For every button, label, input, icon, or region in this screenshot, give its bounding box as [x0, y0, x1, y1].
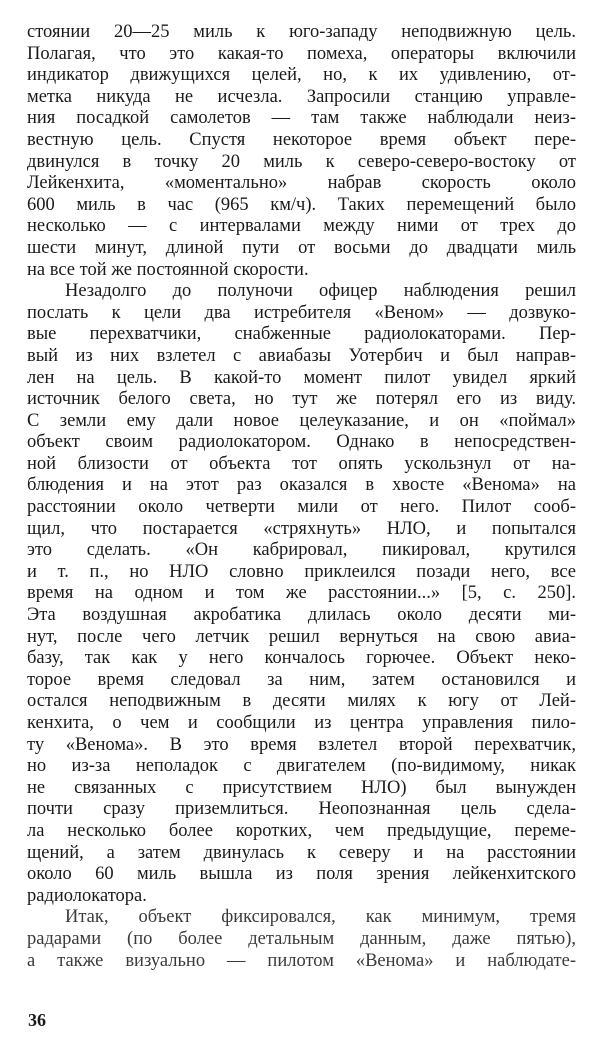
text-line: не связанных с присутствием НЛО) был вынужден: [27, 777, 576, 798]
text-line: вый из них взлетел с авиабазы Уотербич и был направ-: [27, 345, 576, 366]
text-line: вестную цель. Спустя некоторое время объект пере-: [27, 129, 576, 150]
text-line: и т. п., но НЛО словно приклеился позади него, все: [27, 561, 576, 582]
text-line: кенхита, о чем и сообщили из центра управления пило-: [27, 713, 576, 733]
text-line: ния посадкой самолетов — там также наблюдали неиз-: [27, 108, 576, 129]
text-line: около 60 миль вышла из поля зрения лейкенхитского: [27, 864, 576, 885]
paragraph: [27, 281, 576, 907]
text-line: радиолокатора.: [27, 885, 147, 906]
text-line: Незадолго до полуночи офицер наблюдения решил: [65, 281, 576, 302]
text-line: метка никуда не исчезла. Запросили станцию управле-: [27, 86, 576, 107]
text-line: расстоянии около четверти мили от него. Пилот сооб-: [27, 497, 576, 518]
text-line: но из-за неполадок с двигателем (по-видимому, никак: [27, 756, 576, 777]
text-line: двинулся в точку 20 миль к северо-северо-востоку от: [27, 151, 576, 172]
text-line: нут, после чего летчик решил вернуться на свою авиа-: [27, 626, 576, 647]
text-line: шести минут, длиной пути от восьми до двадцати миль: [27, 237, 576, 258]
text-line: вые перехватчики, снабженные радиолокаторами. Пер-: [27, 324, 576, 345]
text-line: а также визуально — пилотом «Венома» и наблюдате-: [27, 950, 576, 971]
text-line: радарами (по более детальным данным, даже пятью),: [27, 928, 576, 949]
text-line: ла несколько более коротких, чем предыдущие, переме-: [27, 820, 576, 841]
text-line: объект своим радиолокатором. Однако в непосредствен-: [27, 432, 576, 453]
text-line: послать к цели два истребителя «Веном» — дозвуко-: [27, 302, 576, 323]
text-line: стоянии 20—25 миль к юго-западу неподвижную цель.: [27, 22, 576, 42]
page-body: [27, 22, 576, 972]
text-line: это сделать. «Он кабрировал, пикировал, крутился: [27, 540, 576, 561]
text-line: почти сразу приземлиться. Неопознанная цель сдела-: [27, 799, 576, 820]
text-line: индикатор движущихся целей, но, к их удивлению, от-: [27, 65, 576, 86]
paragraph: [27, 907, 576, 972]
text-line: время на одном и том же расстоянии...» [5, с. 250].: [27, 583, 576, 604]
text-line: ту «Венома». В это время взлетел второй перехватчик,: [27, 734, 576, 755]
text-line: 600 миль в час (965 км/ч). Таких перемещений было: [27, 194, 576, 215]
text-line: на все той же постоянной скорости.: [27, 259, 309, 280]
text-line: ной близости от объекта тот опять ускользнул от на-: [27, 453, 576, 474]
text-line: Полагая, что это какая-то помеха, операторы включили: [27, 43, 576, 64]
paragraph: [27, 22, 576, 281]
text-line: остался неподвижным в десяти милях к югу от Лей-: [27, 691, 576, 712]
text-line: Лейкенхита, «моментально» набрав скорость около: [27, 173, 576, 194]
text-line: базу, так как у него кончалось горючее. Объект неко-: [27, 648, 576, 669]
text-line: источник белого света, но тут же потерял его из виду.: [27, 389, 576, 410]
text-line: лен на цель. В какой-то момент пилот увидел яркий: [27, 367, 576, 388]
text-line: Эта воздушная акробатика длилась около десяти ми-: [27, 605, 576, 626]
text-line: блюдения и на этот раз оказался в хвосте «Венома» на: [27, 475, 576, 496]
text-line: торое время следовал за ним, затем остановился и: [27, 669, 576, 690]
text-line: С земли ему дали новое целеуказание, и он «поймал»: [27, 410, 576, 431]
text-line: щений, а затем двинулась к северу и на расстоянии: [27, 842, 576, 863]
text-line: Итак, объект фиксировался, как минимум, тремя: [65, 907, 576, 928]
page-number: 36: [28, 1010, 46, 1030]
text-line: щил, что постарается «стряхнуть» НЛО, и попытался: [27, 518, 576, 539]
text-line: несколько — с интервалами между ними от трех до: [27, 216, 576, 237]
